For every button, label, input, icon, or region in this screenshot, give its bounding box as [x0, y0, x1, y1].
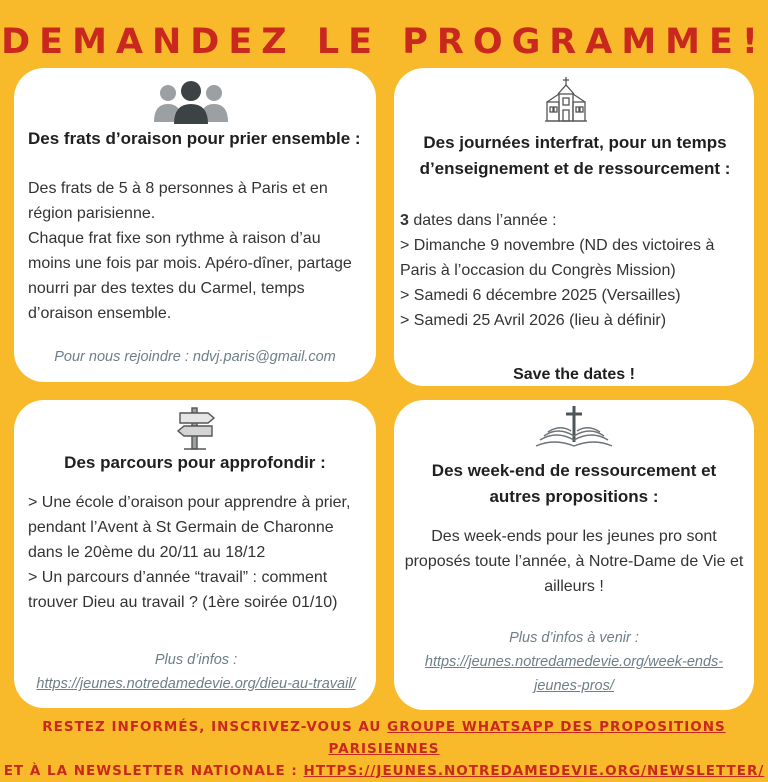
date-item: > Dimanche 9 novembre (ND des victoires à Paris à l’occasion du Congrès Mission) — [400, 237, 715, 279]
card-frats — [14, 68, 376, 382]
card-parcours — [14, 400, 376, 708]
list-item: > Une école d’oraison pour apprendre à prier, pendant l’Avent à St Germain de Charonne dans le 20ème du 20/11 au 18/12 — [28, 494, 351, 561]
card-interfrat — [394, 68, 754, 386]
card-body — [28, 176, 360, 326]
dates-intro: 3 dates dans l’année : — [400, 212, 557, 229]
date-item: > Samedi 25 Avril 2026 (lieu à définir) — [400, 312, 667, 329]
paragraph: Des frats de 5 à 8 personnes à Paris et en région parisienne. — [28, 180, 328, 222]
people-group-icon — [154, 80, 228, 124]
list-item: > Un parcours d’année “travail” : comment trouver Dieu au travail ? (1ère soirée 01/10) — [28, 569, 338, 611]
footer-line-1 — [0, 716, 768, 760]
paragraph: Chaque frat fixe son rythme à raison d’au moins une fois par mois. Apéro-dîner, partage nourri par des textes du Carmel, temps d’oraison ensemble. — [28, 230, 352, 322]
card-heading: Des parcours pour approfondir : — [64, 453, 326, 472]
info-block — [28, 648, 364, 696]
footer-text: ET À LA NEWSLETTER NATIONALE : — [3, 763, 304, 779]
page-title: DEMANDEZ LE PROGRAMME! — [1, 22, 767, 62]
footer-line-2 — [0, 760, 768, 782]
info-link[interactable]: https://jeunes.notredamedevie.org/week-ends-jeunes-pros/ — [424, 654, 724, 694]
card-heading: Des frats d’oraison pour prier ensemble : — [28, 129, 361, 148]
info-block — [402, 626, 746, 698]
footer — [0, 716, 768, 782]
cross-book-icon — [534, 404, 614, 450]
save-the-dates: Save the dates ! — [513, 366, 635, 383]
newsletter-link[interactable]: HTTPS://JEUNES.NOTREDAMEDEVIE.ORG/NEWSLETTER/ — [303, 763, 765, 779]
card-weekends — [394, 400, 754, 710]
card-body — [400, 208, 748, 333]
footer-text: RESTEZ INFORMÉS, INSCRIVEZ-VOUS AU — [42, 719, 388, 735]
date-item: > Samedi 6 décembre 2025 (Versailles) — [400, 287, 681, 304]
whatsapp-link[interactable]: GROUPE WHATSAPP DES PROPOSITIONS PARISIENNES — [328, 719, 726, 757]
info-link[interactable]: https://jeunes.notredamedevie.org/dieu-au-travail/ — [36, 676, 356, 692]
info-label: Plus d’infos à venir : — [509, 630, 639, 646]
card-heading: Des journées interfrat, pour un temps d’enseignement et de ressourcement : — [419, 133, 731, 178]
church-icon — [544, 76, 588, 122]
card-heading: Des week-end de ressourcement et autres propositions : — [431, 461, 717, 506]
contact-email[interactable]: Pour nous rejoindre : ndvj.paris@gmail.com — [54, 349, 336, 365]
card-body — [28, 490, 364, 615]
card-body: Des week-ends pour les jeunes pro sont proposés toute l’année, à Notre-Dame de Vie et ailleurs ! — [404, 528, 744, 595]
signpost-icon — [172, 406, 220, 450]
info-label: Plus d’infos : — [154, 652, 238, 668]
